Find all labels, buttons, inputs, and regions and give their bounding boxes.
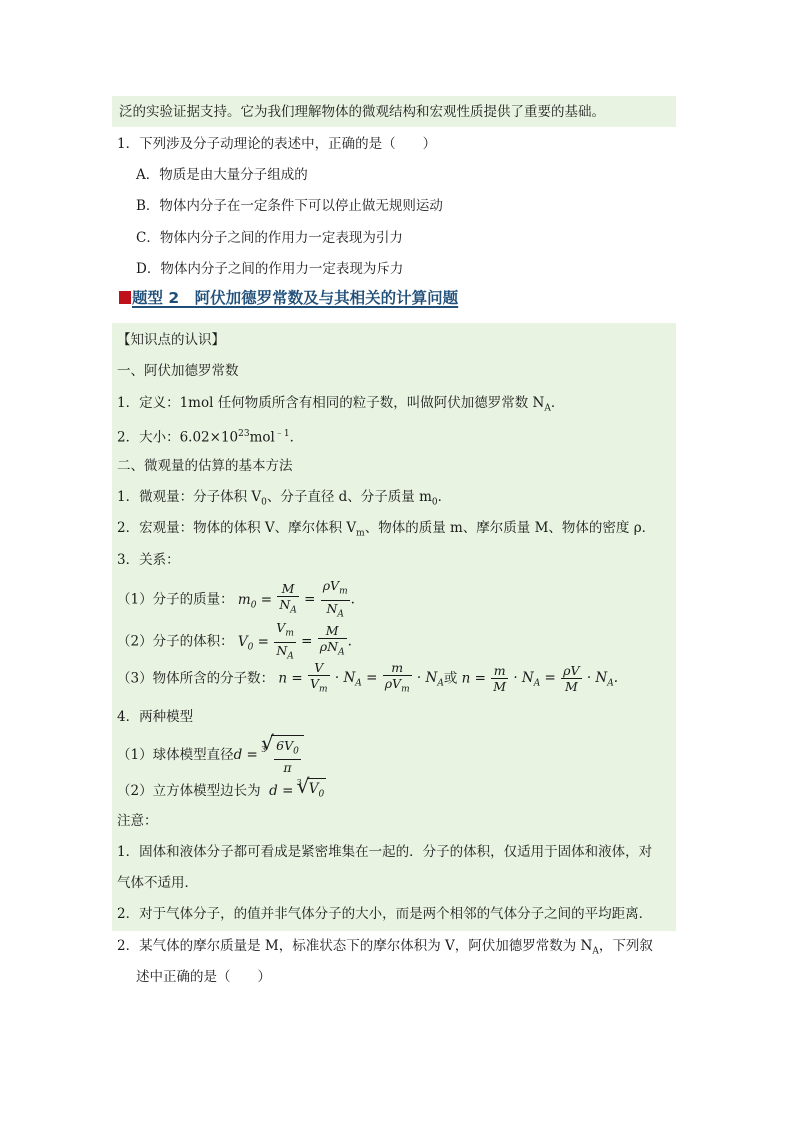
knowledge-note-1b: 气体不适用． — [117, 875, 198, 891]
knowledge-definition: 1．定义：1mol 任何物质所含有相同的粒子数，叫做阿伏加德罗常数 $N_A$． — [117, 395, 565, 414]
heading-marker-icon — [119, 291, 131, 304]
formula-molecule-volume: （2）分子的体积： $V_0$ = $\frac{V_m}{N_A}$ = $\frac{M}{\rho N_A}$ . — [117, 620, 352, 661]
knowledge-s1: 一、阿伏加德罗常数 — [117, 363, 239, 379]
q1-stem: 1．下列涉及分子动理论的表述中，正确的是（ ） — [117, 136, 437, 152]
q1-option-d: D．物体内分子之间的作用力一定表现为斥力 — [136, 261, 404, 277]
formula-sphere-model: （1）球体模型直径d = √ 3 $\frac{6V_0}{\pi}$ — [117, 735, 794, 776]
knowledge-micro: 1．微观量：分子体积 $V_0$、分子直径 d、分子质量 $m_0$． — [117, 489, 452, 508]
formula-cube-model: （2）立方体模型边长为 d = √ 3 $V_0$ — [117, 778, 794, 805]
q1-option-c: C．物体内分子之间的作用力一定表现为引力 — [136, 230, 403, 246]
knowledge-note-2: 2．对于气体分子，的值并非气体分子的大小，而是两个相邻的气体分子之间的平均距离． — [117, 906, 653, 922]
q1-option-a: A．物质是由大量分子组成的 — [136, 167, 308, 183]
knowledge-size: 2．大小：$6.02\times 10^{23}mol^{﹣1}$． — [117, 429, 304, 446]
q1-option-b: B．物体内分子在一定条件下可以停止做无规则运动 — [136, 198, 443, 214]
formula-molecule-mass: （1）分子的质量： $m_0$ = $\frac{M}{N_A}$ = $\frac{\rho V_m}{N_A}$ . — [117, 578, 355, 619]
knowledge-note: 注意： — [117, 813, 158, 829]
intro-tail: 泛的实验证据支持。它为我们理解物体的微观结构和宏观性质提供了重要的基础。 — [119, 104, 605, 120]
formula-molecule-count: （3）物体所含的分子数： n = $\frac{V}{V_m}$ · $N_A$ = $\frac{m}{\rho V_m}$ · $N_A$或 n = $\frac{m}{M}$ · $N_A$ = $\frac{\rho V}{M}$ · $N_A$. — [117, 660, 619, 695]
q2-line1: 2．某气体的摩尔质量是 M，标准状态下的摩尔体积为 V，阿伏加德罗常数为 $N_A$，下列叙 — [117, 938, 653, 957]
section-heading: 题型 2 阿伏加德罗常数及与其相关的计算问题 — [132, 289, 459, 307]
knowledge-relations: 3．关系： — [117, 552, 180, 568]
knowledge-macro: 2．宏观量：物体的体积 V、摩尔体积 $V_m$、物体的质量 m、摩尔质量 M、物体的密度 ρ． — [117, 520, 656, 539]
knowledge-title: 【知识点的认识】 — [117, 332, 225, 348]
knowledge-models: 4．两种模型 — [117, 709, 194, 725]
q2-line2: 述中正确的是（ ） — [136, 969, 271, 985]
knowledge-s2: 二、微观量的估算的基本方法 — [117, 458, 293, 474]
knowledge-note-1a: 1．固体和液体分子都可看成是紧密堆集在一起的．分子的体积，仅适用于固体和液体，对 — [117, 844, 653, 860]
